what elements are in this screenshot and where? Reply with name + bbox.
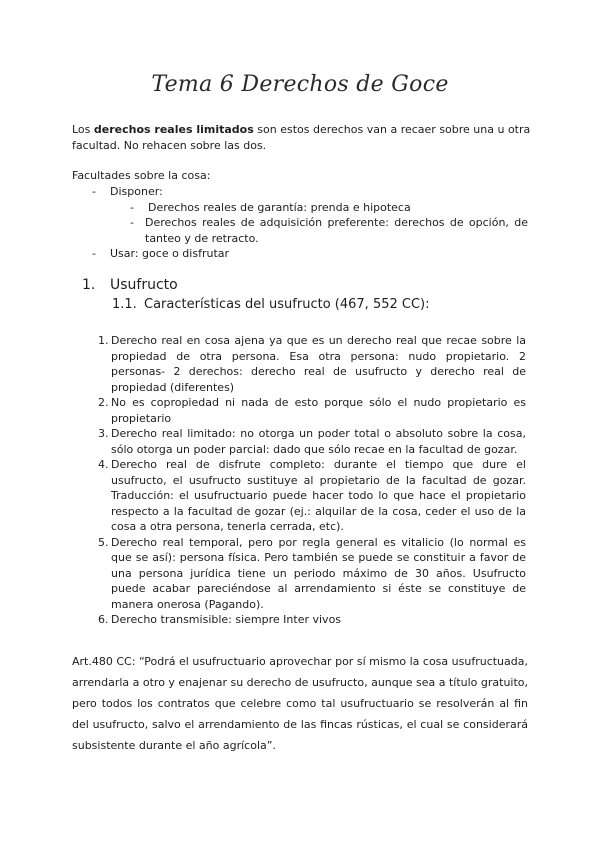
list-item: 2. No es copropiedad ni nada de esto porque sólo el nudo propietario es propietario [98, 396, 526, 425]
facultad-usar: Usar: goce o disfrutar [110, 247, 230, 260]
list-item: 4. Derecho real de disfrute completo: durante el tiempo que dure el usufructo, el usufructo sustituye al propietario de la facultad de gozar. Traducción: el usufructuario puede hacer todo lo que hace el propietario respecto a la facultad de gozar (ej.: alquilar de la cosa, ceder el uso de la cosa a otra persona, tenerla cerrada, etc). [98, 458, 526, 533]
intro-pre: Los [72, 123, 94, 136]
sub-item-adquisicion: Derechos reales de adquisición preferente: derechos de opción, de tanteo y de retracto. [145, 216, 528, 245]
subsection-number: 1.1. [112, 297, 137, 312]
bullet-dash: - [92, 185, 96, 198]
section-number: 1. [82, 277, 96, 293]
facultad-disponer: Disponer: [110, 185, 163, 198]
article-quote: Art.480 CC: “Podrá el usufructuario aprovechar por sí mismo la cosa usufructuada, arrendarla a otro y enajenar su derecho de usufructo, aunque sea a título gratuito, pero todos los contratos que celebre como tal usufructuario se resolverán al fin del usufructo, salvo el arrendamiento de las fincas rústicas, el cual se considerará subsistente durante el año agrícola”. [72, 655, 529, 752]
list-item: 1. Derecho real en cosa ajena ya que es un derecho real que recae sobre la propiedad de otra persona. Esa otra persona: nudo propietario. 2 personas- 2 derechos: derecho real de usufructo y derecho real de propiedad (diferentes) [98, 334, 526, 394]
bullet-dash: - [92, 247, 96, 260]
characteristics-list [98, 333, 526, 628]
intro-bold: derechos reales limitados [93, 123, 254, 136]
bullet-dash: - [130, 216, 134, 229]
list-item: 5. Derecho real temporal, pero por regla general es vitalicio (lo normal es que se así): persona física. Pero también se puede se constituir a favor de una persona jurídica tiene un periodo máximo de 30 años. Usufructo puede acabar pareciéndose al arrendamiento si éste se constituye de manera onerosa (Pagando). [98, 535, 526, 611]
section-label: Usufructo [110, 277, 178, 293]
subsection-label: Características del usufructo (467, 552 CC): [144, 297, 430, 312]
facultades-heading: Facultades sobre la cosa: [72, 169, 211, 182]
list-item: 3. Derecho real limitado: no otorga un poder total o absoluto sobre la cosa, sólo otorga un poder parcial: dado que sólo recae en la facultad de gozar. [98, 427, 526, 456]
intro-paragraph [72, 122, 532, 154]
bullet-dash: - [130, 201, 134, 214]
intro-post: son estos derechos van a recaer sobre una u otra facultad. No rehacen sobre las dos. [72, 123, 531, 152]
list-item: 6. Derecho transmisible: siempre Inter vivos [98, 613, 342, 626]
page-title: Tema 6 Derechos de Goce [151, 72, 449, 97]
section-heading [82, 276, 178, 294]
subsection-heading [112, 296, 430, 314]
sub-item-garantia: Derechos reales de garantía: prenda e hipoteca [148, 201, 411, 214]
